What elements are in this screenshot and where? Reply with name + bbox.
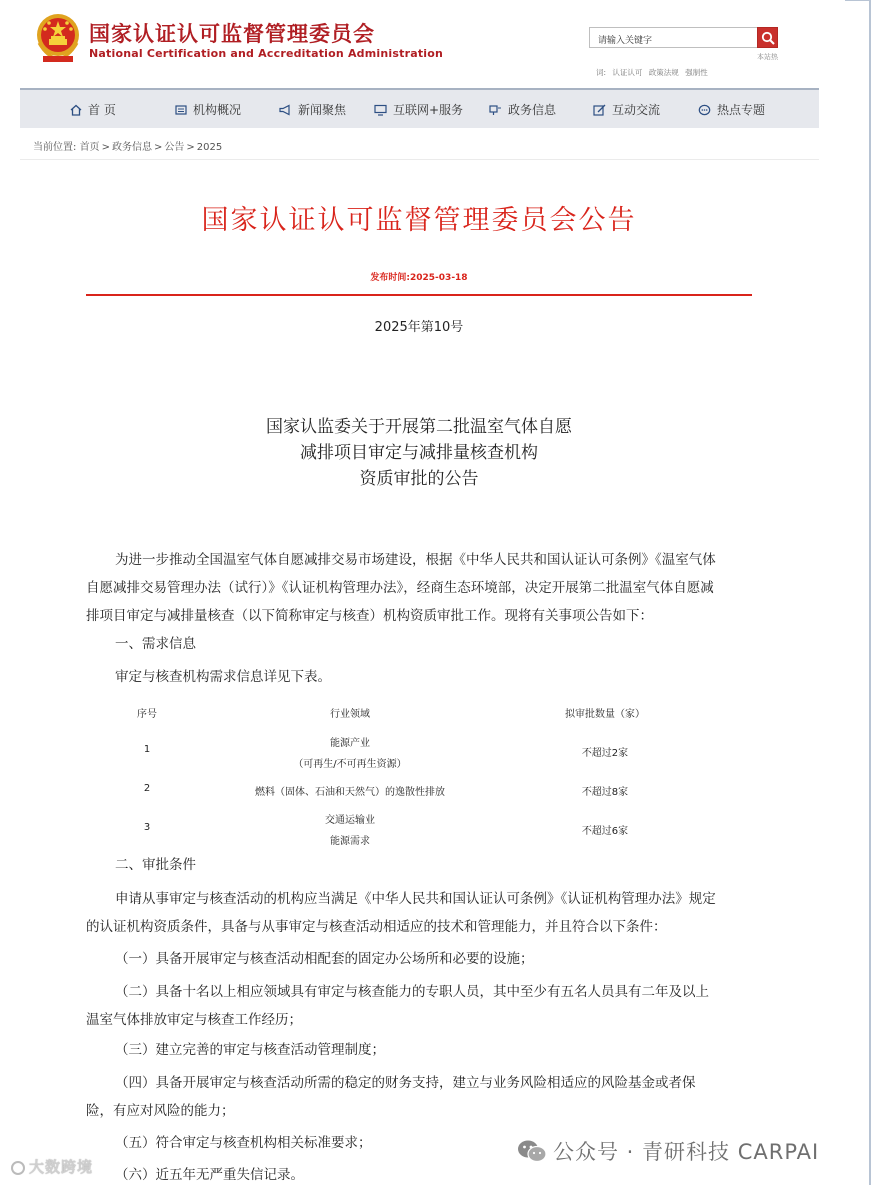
nav-item-label: 机构概况 bbox=[193, 103, 242, 117]
nav-item-internet-service[interactable] bbox=[374, 101, 463, 118]
watermark-right-text: 公众号 · 青研科技 CARPAI bbox=[553, 1140, 820, 1164]
condition-item bbox=[86, 1069, 754, 1125]
paragraph-line: 为进一步推动全国温室气体自愿减排交易市场建设，根据《中华人民共和国认证认可条例》《温室气体 bbox=[115, 552, 716, 568]
watermark-left-text: 大数跨境 bbox=[29, 1158, 94, 1176]
table-cell-quantity: 不超过6家 bbox=[581, 826, 629, 837]
nav-item-gov-info[interactable] bbox=[489, 101, 556, 118]
home-icon bbox=[70, 104, 82, 116]
paragraph-line: 温室气体排放审定与核查工作经历； bbox=[86, 1012, 302, 1028]
paragraph-line: 排项目审定与减排量核查（以下简称审定与核查）机构资质审批工作。现将有关事项公告如下： bbox=[86, 608, 653, 624]
table-cell-no: 3 bbox=[143, 822, 151, 833]
watermark-right bbox=[517, 1136, 819, 1166]
table-cell-quantity: 不超过8家 bbox=[581, 787, 629, 798]
section-1-text bbox=[86, 663, 754, 691]
publish-time: 发布时间:2025-03-18 bbox=[370, 273, 468, 283]
paragraph-line: （二）具备十名以上相应领域具有审定与核查能力的专职人员，其中至少有五名人员具有二年及以上 bbox=[115, 984, 709, 1000]
paragraph-line: 的认证机构资质条件，具备与从事审定与核查活动相适应的技术和管理能力，并且符合以下条件： bbox=[86, 919, 667, 935]
breadcrumb-separator: > bbox=[101, 142, 110, 153]
breadcrumb-link[interactable]: 政务信息 bbox=[111, 142, 152, 153]
search-icon bbox=[761, 31, 775, 45]
site-hot-label: 本站热 bbox=[757, 53, 778, 61]
table-cell-field: 燃料（固体、石油和天然气）的逸散性排放 bbox=[255, 787, 445, 798]
page-title: 国家认证认可监督管理委员会公告 bbox=[201, 205, 637, 236]
table-cell-quantity: 不超过2家 bbox=[581, 748, 629, 759]
table-cell-field: 交通运输业 bbox=[325, 815, 375, 826]
monitor-icon bbox=[374, 104, 387, 116]
notice-title bbox=[0, 414, 838, 492]
nav-item-home[interactable] bbox=[70, 101, 116, 118]
hot-word-link[interactable]: 强制性 bbox=[685, 68, 708, 77]
org-icon bbox=[175, 104, 187, 116]
search-button[interactable] bbox=[757, 27, 778, 48]
breadcrumb-separator: > bbox=[186, 142, 195, 153]
title-divider bbox=[86, 294, 752, 296]
condition-item bbox=[86, 945, 754, 973]
nav-item-label: 新闻聚焦 bbox=[298, 103, 347, 117]
edit-icon bbox=[593, 104, 606, 116]
megaphone-icon bbox=[279, 104, 292, 116]
condition-item bbox=[86, 978, 754, 1034]
paragraph-line: 自愿减排交易管理办法（试行）》《认证机构管理办法》，经商生态环境部，决定开展第二批温室气体自愿减 bbox=[86, 580, 714, 596]
page-frame-top bbox=[845, 0, 871, 1]
notice-title-line: 国家认监委关于开展第二批温室气体自愿 bbox=[266, 417, 572, 437]
national-emblem-logo[interactable] bbox=[35, 13, 81, 63]
hot-words-label: 词: bbox=[596, 68, 607, 77]
paragraph-line: （三）建立完善的审定与核查活动管理制度； bbox=[115, 1042, 385, 1058]
section-2-intro bbox=[86, 885, 754, 941]
nav-item-hot-topics[interactable] bbox=[698, 101, 765, 118]
condition-item bbox=[86, 1036, 754, 1064]
table-cell-field: 能源产业 bbox=[330, 738, 370, 749]
notice-title-line: 资质审批的公告 bbox=[359, 469, 479, 489]
divider bbox=[20, 159, 819, 160]
nav-item-label: 首 页 bbox=[88, 103, 116, 117]
main-nav bbox=[20, 88, 819, 128]
paragraph-line: 审定与核查机构需求信息详见下表。 bbox=[115, 669, 331, 685]
watermark-logo-icon bbox=[10, 1160, 26, 1176]
nav-item-label: 政务信息 bbox=[508, 103, 557, 117]
paragraph-line: 申请从事审定与核查活动的机构应当满足《中华人民共和国认证认可条例》《认证机构管理办法》规定 bbox=[115, 891, 716, 907]
table-cell-field: 能源需求 bbox=[330, 836, 370, 847]
table-cell-field: （可再生/不可再生资源） bbox=[293, 759, 407, 770]
search-input[interactable]: 请输入关键字 bbox=[589, 27, 758, 48]
nav-item-label: 互动交流 bbox=[612, 103, 661, 117]
paragraph-line: 险，有应对风险的能力； bbox=[86, 1103, 235, 1119]
site-title-cn: 国家认证认可监督管理委员会 bbox=[89, 22, 375, 46]
table-header: 行业领域 bbox=[330, 709, 370, 720]
breadcrumb-link[interactable]: 首页 bbox=[79, 142, 100, 153]
paragraph-line: （一）具备开展审定与核查活动相配套的固定办公场所和必要的设施； bbox=[115, 951, 534, 967]
table-cell-no: 2 bbox=[143, 783, 151, 794]
nav-item-interaction[interactable] bbox=[593, 101, 660, 118]
section-2-heading bbox=[86, 851, 754, 879]
breadcrumb-link[interactable]: 公告 bbox=[164, 142, 185, 153]
nav-item-news[interactable] bbox=[279, 101, 346, 118]
site-title-en: National Certification and Accreditation Administration bbox=[89, 47, 444, 60]
paragraph-line: （四）具备开展审定与核查活动所需的稳定的财务支持，建立与业务风险相适应的风险基金或者保 bbox=[115, 1075, 696, 1091]
nav-item-label: 热点专题 bbox=[717, 103, 766, 117]
notice-title-line: 减排项目审定与减排量核查机构 bbox=[300, 443, 538, 463]
intro-paragraph bbox=[86, 546, 754, 630]
nav-item-label: 互联网+服务 bbox=[393, 103, 464, 117]
nav-item-org[interactable] bbox=[175, 101, 241, 118]
breadcrumb-separator: > bbox=[153, 142, 163, 153]
table-header: 拟审批数量（家） bbox=[565, 709, 645, 720]
document-number: 2025年第10号 bbox=[374, 320, 464, 335]
watermark-left bbox=[10, 1156, 93, 1177]
section-1-heading bbox=[86, 630, 754, 658]
breadcrumb-link[interactable]: 2025 bbox=[196, 142, 223, 153]
section-heading-text: 一、需求信息 bbox=[115, 636, 196, 652]
hot-word-link[interactable]: 政策法规 bbox=[648, 68, 679, 77]
paragraph-line: （五）符合审定与核查机构相关标准要求； bbox=[115, 1135, 372, 1151]
hot-word-link[interactable]: 认证认可 bbox=[612, 68, 643, 77]
chat-icon bbox=[698, 104, 711, 116]
paragraph-line: （六）近五年无严重失信记录。 bbox=[115, 1167, 304, 1183]
table-header: 序号 bbox=[137, 709, 157, 720]
table-cell-no: 1 bbox=[143, 744, 151, 755]
bulletin-icon bbox=[489, 104, 502, 116]
wechat-icon bbox=[517, 1138, 547, 1164]
hot-words bbox=[596, 67, 712, 78]
breadcrumb bbox=[33, 138, 222, 153]
breadcrumb-label: 当前位置: bbox=[33, 142, 77, 153]
section-heading-text: 二、审批条件 bbox=[115, 857, 196, 873]
